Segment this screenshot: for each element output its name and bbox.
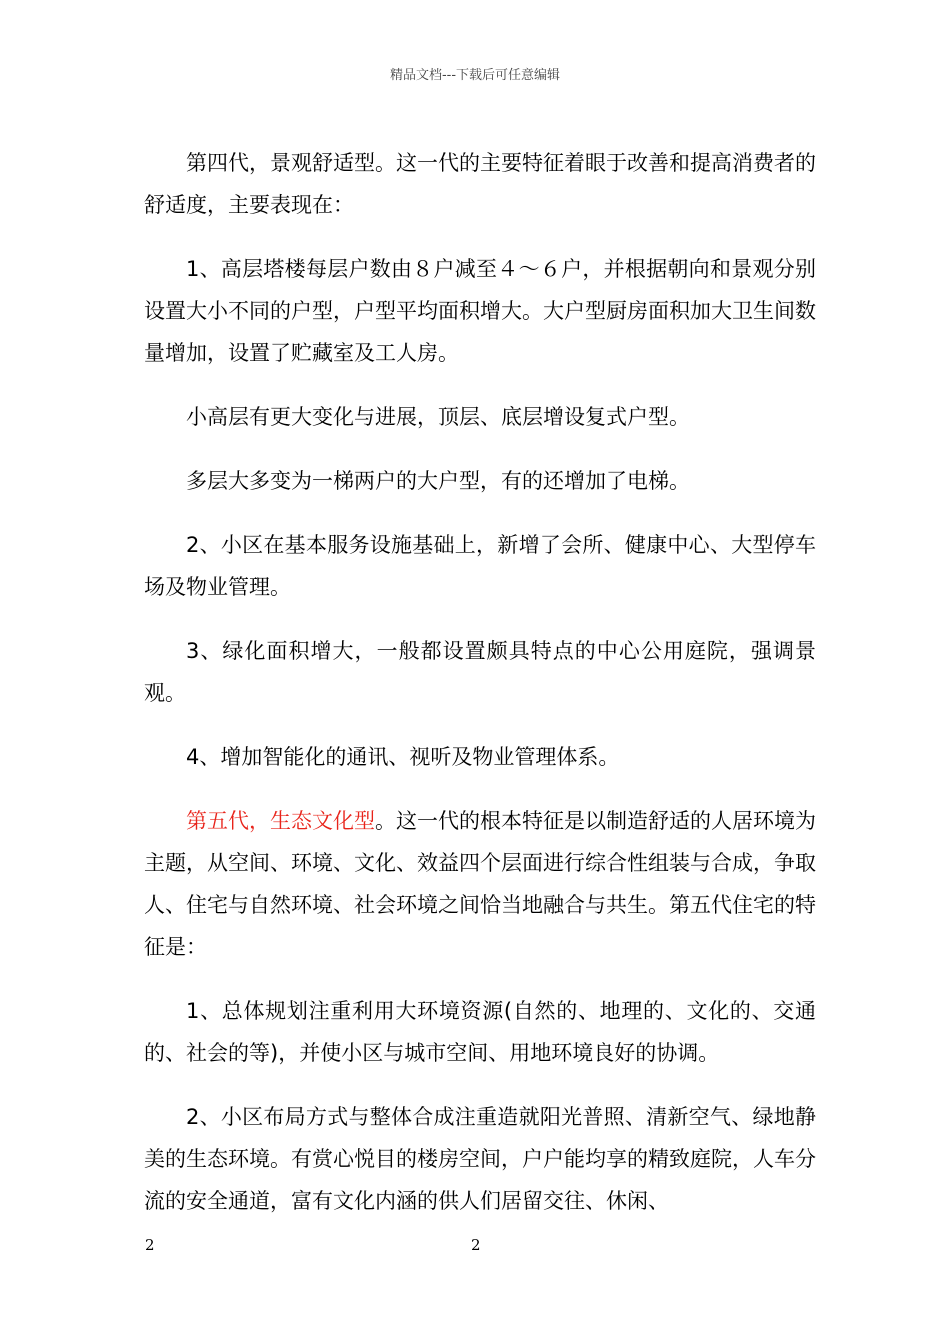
document-body: [144, 142, 816, 1244]
paragraph: 1、高层塔楼每层户数由８户减至４～６户，并根据朝向和景观分别设置大小不同的户型，户型平均面积增大。大户型厨房面积加大卫生间数量增加，设置了贮藏室及工人房。: [144, 257, 816, 365]
paragraph-text: 。这一代的根本特征是以制造舒适的人居环境为主题，从空间、环境、文化、效益四个层面进行综合性组装与合成，争取人、住宅与自然环境、社会环境之间恰当地融合与共生。第五代住宅的特征是：: [144, 809, 816, 959]
paragraph: [144, 800, 816, 968]
paragraph: 4、增加智能化的通讯、视听及物业管理体系。: [186, 745, 620, 769]
paragraph: 2、小区在基本服务设施基础上，新增了会所、健康中心、大型停车场及物业管理。: [144, 533, 816, 599]
paragraph: 1、总体规划注重利用大环境资源(自然的、地理的、文化的、交通的、社会的等)，并使小区与城市空间、用地环境良好的协调。: [144, 999, 816, 1065]
paragraph: 第四代，景观舒适型。这一代的主要特征着眼于改善和提高消费者的舒适度，主要表现在：: [144, 151, 816, 217]
footer-page-number-left: 2: [145, 1236, 155, 1254]
paragraph: 3、绿化面积增大，一般都设置颇具特点的中心公用庭院，强调景观。: [144, 639, 816, 705]
paragraph: 小高层有更大变化与进展，顶层、底层增设复式户型。: [186, 405, 690, 429]
paragraph: 多层大多变为一梯两户的大户型，有的还增加了电梯。: [186, 469, 690, 493]
highlighted-heading: 第五代，生态文化型: [186, 809, 375, 833]
footer-page-number-center: 2: [471, 1236, 481, 1254]
page-header: 精品文档---下载后可任意编辑: [389, 68, 561, 83]
paragraph: 2、小区布局方式与整体合成注重造就阳光普照、清新空气、绿地静美的生态环境。有赏心悦目的楼房空间，户户能均享的精致庭院，人车分流的安全通道，富有文化内涵的供人们居留交往、休闲、: [144, 1105, 816, 1213]
